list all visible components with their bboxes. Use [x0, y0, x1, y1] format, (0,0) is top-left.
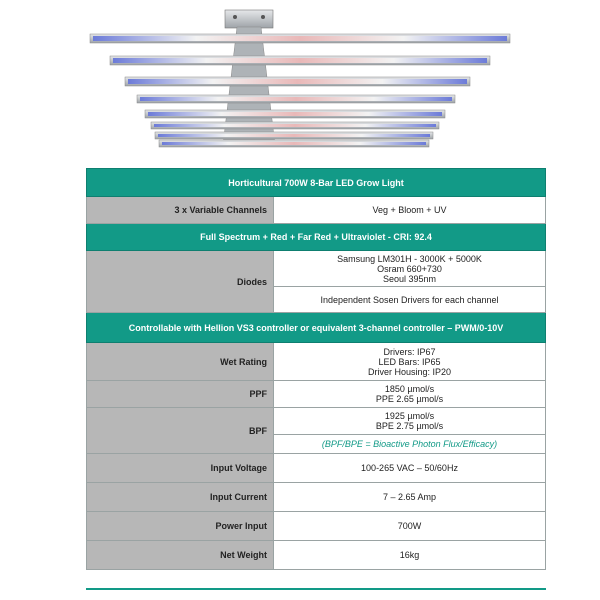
diode-line: Samsung LM301H - 3000K + 5000K [337, 253, 482, 264]
drivers-value: Independent Sosen Drivers for each channel [274, 287, 546, 313]
net-weight-value: 16kg [274, 541, 546, 570]
diode-line: Osram 660+730 [377, 263, 442, 274]
power-input-row [87, 512, 546, 541]
led-strip [93, 36, 507, 41]
power-input-value: 700W [274, 512, 546, 541]
ppf-line: 1850 µmol/s [384, 384, 435, 394]
net-weight-label: Net Weight [87, 541, 274, 570]
input-current-row [87, 483, 546, 512]
spec-title: Horticultural 700W 8-Bar LED Grow Light [87, 169, 546, 197]
channels-label: 3 x Variable Channels [87, 197, 274, 224]
grow-light-image [85, 5, 515, 155]
input-voltage-value: 100-265 VAC – 50/60Hz [274, 454, 546, 483]
ppf-line: PPE 2.65 µmol/s [375, 394, 444, 404]
diodes-row [87, 251, 546, 287]
wet-rating-row [87, 343, 546, 381]
bpf-value [274, 408, 546, 435]
ppf-label: PPF [87, 381, 274, 408]
bpf-label: BPF [87, 408, 274, 454]
diodes-label: Diodes [87, 251, 274, 313]
channels-row [87, 197, 546, 224]
led-strip [140, 97, 452, 101]
bpf-line: BPE 2.75 µmol/s [375, 421, 444, 431]
controller-text: Controllable with Hellion VS3 controller or equivalent 3-channel controller – PWM/0-10V [87, 313, 546, 343]
input-voltage-label: Input Voltage [87, 454, 274, 483]
spec-table [86, 168, 546, 570]
net-weight-row [87, 541, 546, 570]
wet-rating-line: Driver Housing: IP20 [367, 366, 452, 377]
wet-rating-line: LED Bars: IP65 [378, 356, 441, 367]
controller-row [87, 313, 546, 343]
wet-rating-value [274, 343, 546, 381]
wet-rating-line: Drivers: IP67 [383, 346, 436, 357]
table-bottom-bar [86, 588, 546, 590]
input-current-label: Input Current [87, 483, 274, 512]
ppf-value [274, 381, 546, 408]
bpf-line: 1925 µmol/s [384, 411, 435, 421]
led-strip [158, 134, 430, 137]
input-current-value: 7 – 2.65 Amp [274, 483, 546, 512]
bpf-row [87, 408, 546, 435]
input-voltage-row [87, 454, 546, 483]
power-input-label: Power Input [87, 512, 274, 541]
diode-line: Seoul 395nm [382, 273, 437, 284]
led-strip [113, 58, 487, 63]
spectrum-text: Full Spectrum + Red + Far Red + Ultraviolet - CRI: 92.4 [87, 224, 546, 251]
bpf-note: (BPF/BPE = Bioactive Photon Flux/Efficacy) [274, 435, 546, 454]
channels-value: Veg + Bloom + UV [274, 197, 546, 224]
led-strip [148, 112, 442, 116]
diodes-value [274, 251, 546, 287]
ppf-row [87, 381, 546, 408]
led-strip [162, 142, 426, 145]
led-strip [154, 124, 436, 127]
spectrum-row [87, 224, 546, 251]
spec-title-row [87, 169, 546, 197]
wet-rating-label: Wet Rating [87, 343, 274, 381]
led-strip [128, 79, 467, 84]
